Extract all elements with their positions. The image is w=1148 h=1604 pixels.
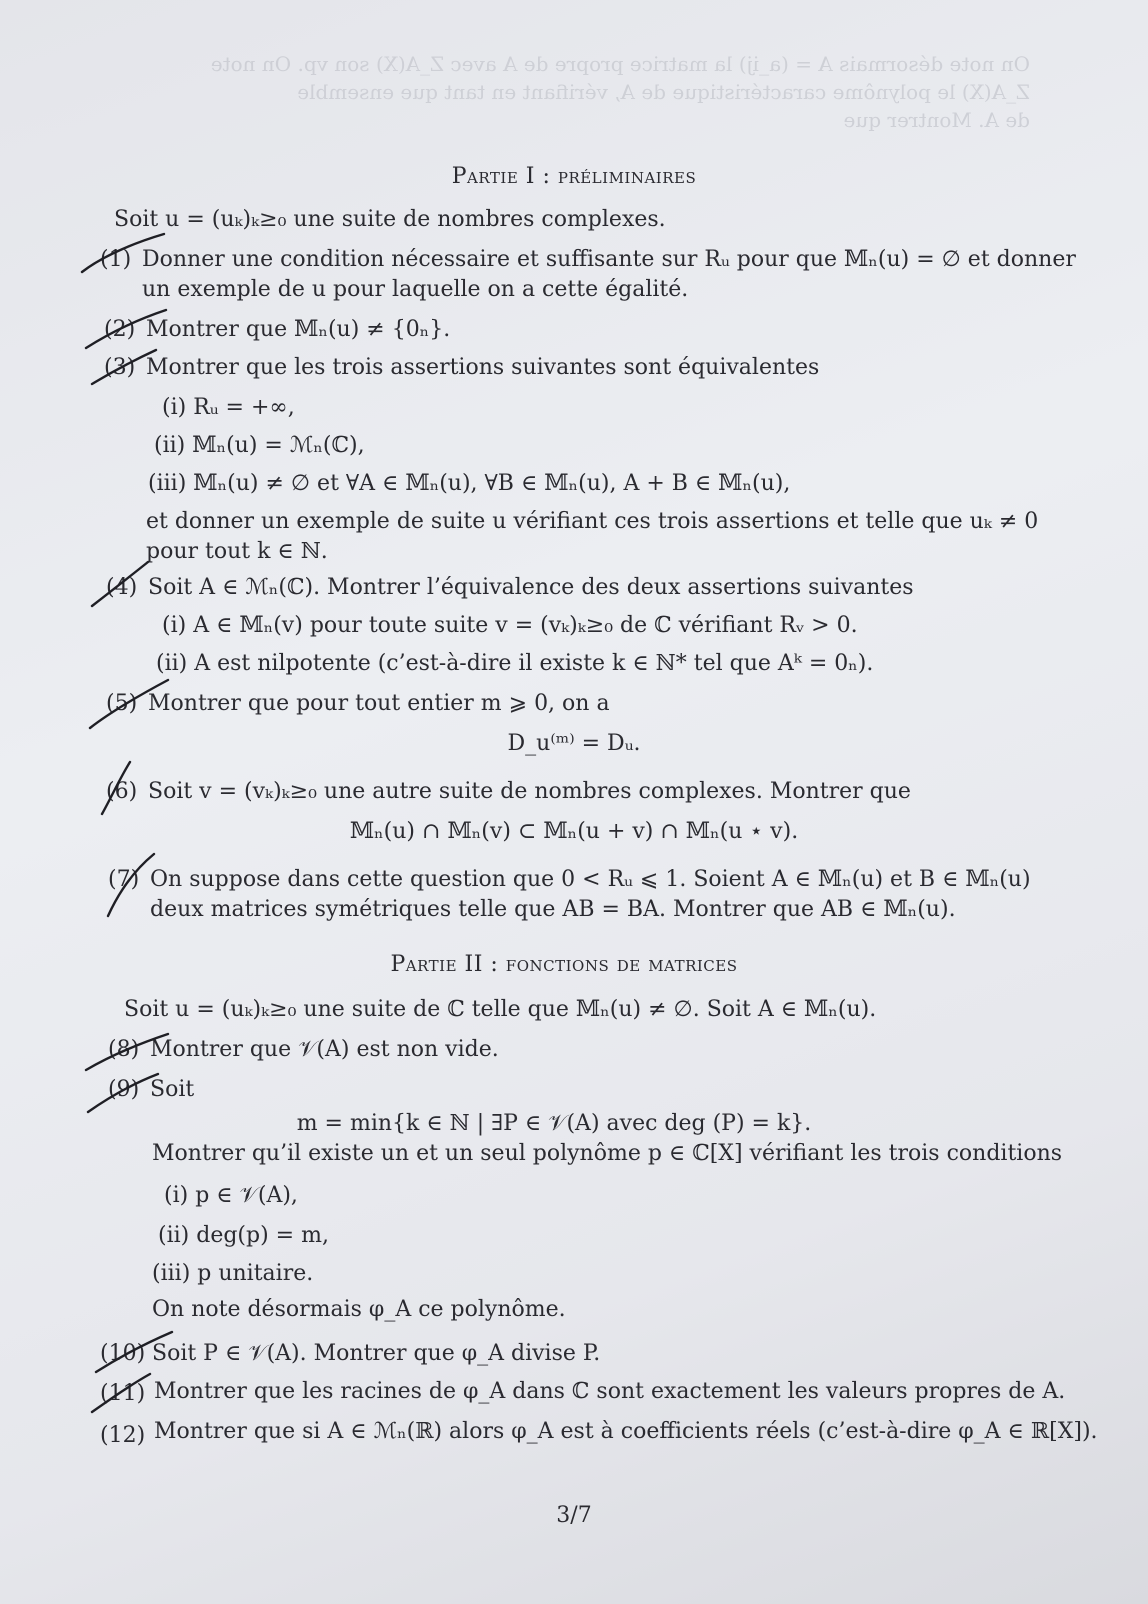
strike-q10	[96, 1332, 172, 1372]
q3-number: (3)	[104, 355, 136, 380]
strike-q3	[92, 350, 156, 384]
q6-number: (6)	[106, 779, 138, 804]
strike-q6	[102, 762, 130, 814]
q10-text: Soit P ∈ 𝒱(A). Montrer que φ_A divise P.	[152, 1341, 601, 1366]
q6-text: Soit v = (vₖ)ₖ≥₀ une autre suite de nombres complexes. Montrer que	[148, 779, 911, 804]
q6-equation: 𝕄ₙ(u) ∩ 𝕄ₙ(v) ⊂ 𝕄ₙ(u + v) ∩ 𝕄ₙ(u ⋆ v).	[349, 819, 799, 844]
q1-number: (1)	[100, 247, 132, 272]
q4-assertion-i: (i) A ∈ 𝕄ₙ(v) pour toute suite v = (vₖ)ₖ≥₀ de ℂ vérifiant Rᵥ > 0.	[162, 613, 858, 638]
q2-text: Montrer que 𝕄ₙ(u) ≠ {0ₙ}.	[146, 317, 451, 342]
q10-number: (10)	[100, 1341, 146, 1366]
q9-number: (9)	[108, 1077, 140, 1102]
strike-q11	[92, 1374, 150, 1412]
strike-q8	[86, 1034, 168, 1070]
strike-q7	[108, 854, 154, 916]
q9-text-line2: Montrer qu’il existe un et un seul polynôme p ∈ ℂ[X] vérifiant les trois conditions	[152, 1141, 1063, 1166]
q8-text: Montrer que 𝒱(A) est non vide.	[150, 1037, 499, 1062]
part1-title: Partie I : préliminaires	[451, 164, 697, 189]
q11-text: Montrer que les racines de φ_A dans ℂ sont exactement les valeurs propres de A.	[154, 1379, 1066, 1404]
show-through-text: On note désormais A = (a_ij) la matrice propre de A avec Z_A(X) son vp. On note Z_A(X) le polynôme caractéristique de A, vérifiant en tant que ensemble de A. Montrer que	[210, 52, 1030, 132]
q7-number: (7)	[108, 867, 140, 892]
q3-assertion-iii: (iii) 𝕄ₙ(u) ≠ ∅ et ∀A ∈ 𝕄ₙ(u), ∀B ∈ 𝕄ₙ(u), A + B ∈ 𝕄ₙ(u),	[148, 471, 791, 496]
part2-title: Partie II : fonctions de matrices	[390, 952, 738, 977]
q9-condition-i: (i) p ∈ 𝒱(A),	[164, 1183, 298, 1208]
strike-q2	[86, 310, 166, 348]
q7-text-line2: deux matrices symétriques telle que AB = BA. Montrer que AB ∈ 𝕄ₙ(u).	[150, 897, 956, 922]
q9-text-line3: On note désormais φ_A ce polynôme.	[152, 1297, 566, 1322]
q12-text: Montrer que si A ∈ ℳₙ(ℝ) alors φ_A est à coefficients réels (c’est-à-dire φ_A ∈ ℝ[X]).	[154, 1419, 1098, 1444]
page-number: 3/7	[556, 1503, 592, 1528]
q3-assertion-i: (i) Rᵤ = +∞,	[162, 395, 295, 420]
q3-text-line1: Montrer que les trois assertions suivantes sont équivalentes	[146, 355, 820, 380]
part1-intro: Soit u = (uₖ)ₖ≥₀ une suite de nombres complexes.	[114, 207, 666, 232]
q4-number: (4)	[106, 575, 138, 600]
q3-text-line3: pour tout k ∈ ℕ.	[146, 539, 328, 564]
q11-number: (11)	[100, 1381, 146, 1406]
q9-condition-ii: (ii) deg(p) = m,	[158, 1223, 329, 1248]
q5-number: (5)	[106, 691, 138, 716]
q2-number: (2)	[104, 317, 136, 342]
q3-text-line2: et donner un exemple de suite u vérifiant ces trois assertions et telle que uₖ ≠ 0	[146, 509, 1039, 534]
q3-assertion-ii: (ii) 𝕄ₙ(u) = ℳₙ(ℂ),	[154, 433, 365, 458]
q9-condition-iii: (iii) p unitaire.	[152, 1261, 314, 1286]
q4-text-line1: Soit A ∈ ℳₙ(ℂ). Montrer l’équivalence des deux assertions suivantes	[148, 575, 914, 600]
q4-assertion-ii: (ii) A est nilpotente (c’est-à-dire il existe k ∈ ℕ* tel que Aᵏ = 0ₙ).	[156, 651, 874, 676]
part2-intro: Soit u = (uₖ)ₖ≥₀ une suite de ℂ telle que 𝕄ₙ(u) ≠ ∅. Soit A ∈ 𝕄ₙ(u).	[124, 997, 877, 1022]
q5-equation: D_u⁽ᵐ⁾ = Dᵤ.	[507, 731, 641, 756]
strike-q5	[90, 680, 168, 728]
strike-q4	[92, 562, 148, 606]
q5-text: Montrer que pour tout entier m ⩾ 0, on a	[148, 691, 610, 716]
q8-number: (8)	[108, 1037, 140, 1062]
q7-text-line1: On suppose dans cette question que 0 < Rᵤ ⩽ 1. Soient A ∈ 𝕄ₙ(u) et B ∈ 𝕄ₙ(u)	[150, 867, 1031, 892]
q12-number: (12)	[100, 1423, 146, 1448]
q1-text-line2: un exemple de u pour laquelle on a cette égalité.	[142, 277, 689, 302]
q9-text: Soit	[150, 1077, 195, 1102]
strike-q1	[82, 234, 164, 272]
q1-text-line1: Donner une condition nécessaire et suffisante sur Rᵤ pour que 𝕄ₙ(u) = ∅ et donner	[142, 247, 1076, 272]
strike-q9	[88, 1074, 158, 1112]
q9-equation: m = min{k ∈ ℕ | ∃P ∈ 𝒱(A) avec deg (P) = k}.	[296, 1111, 812, 1136]
